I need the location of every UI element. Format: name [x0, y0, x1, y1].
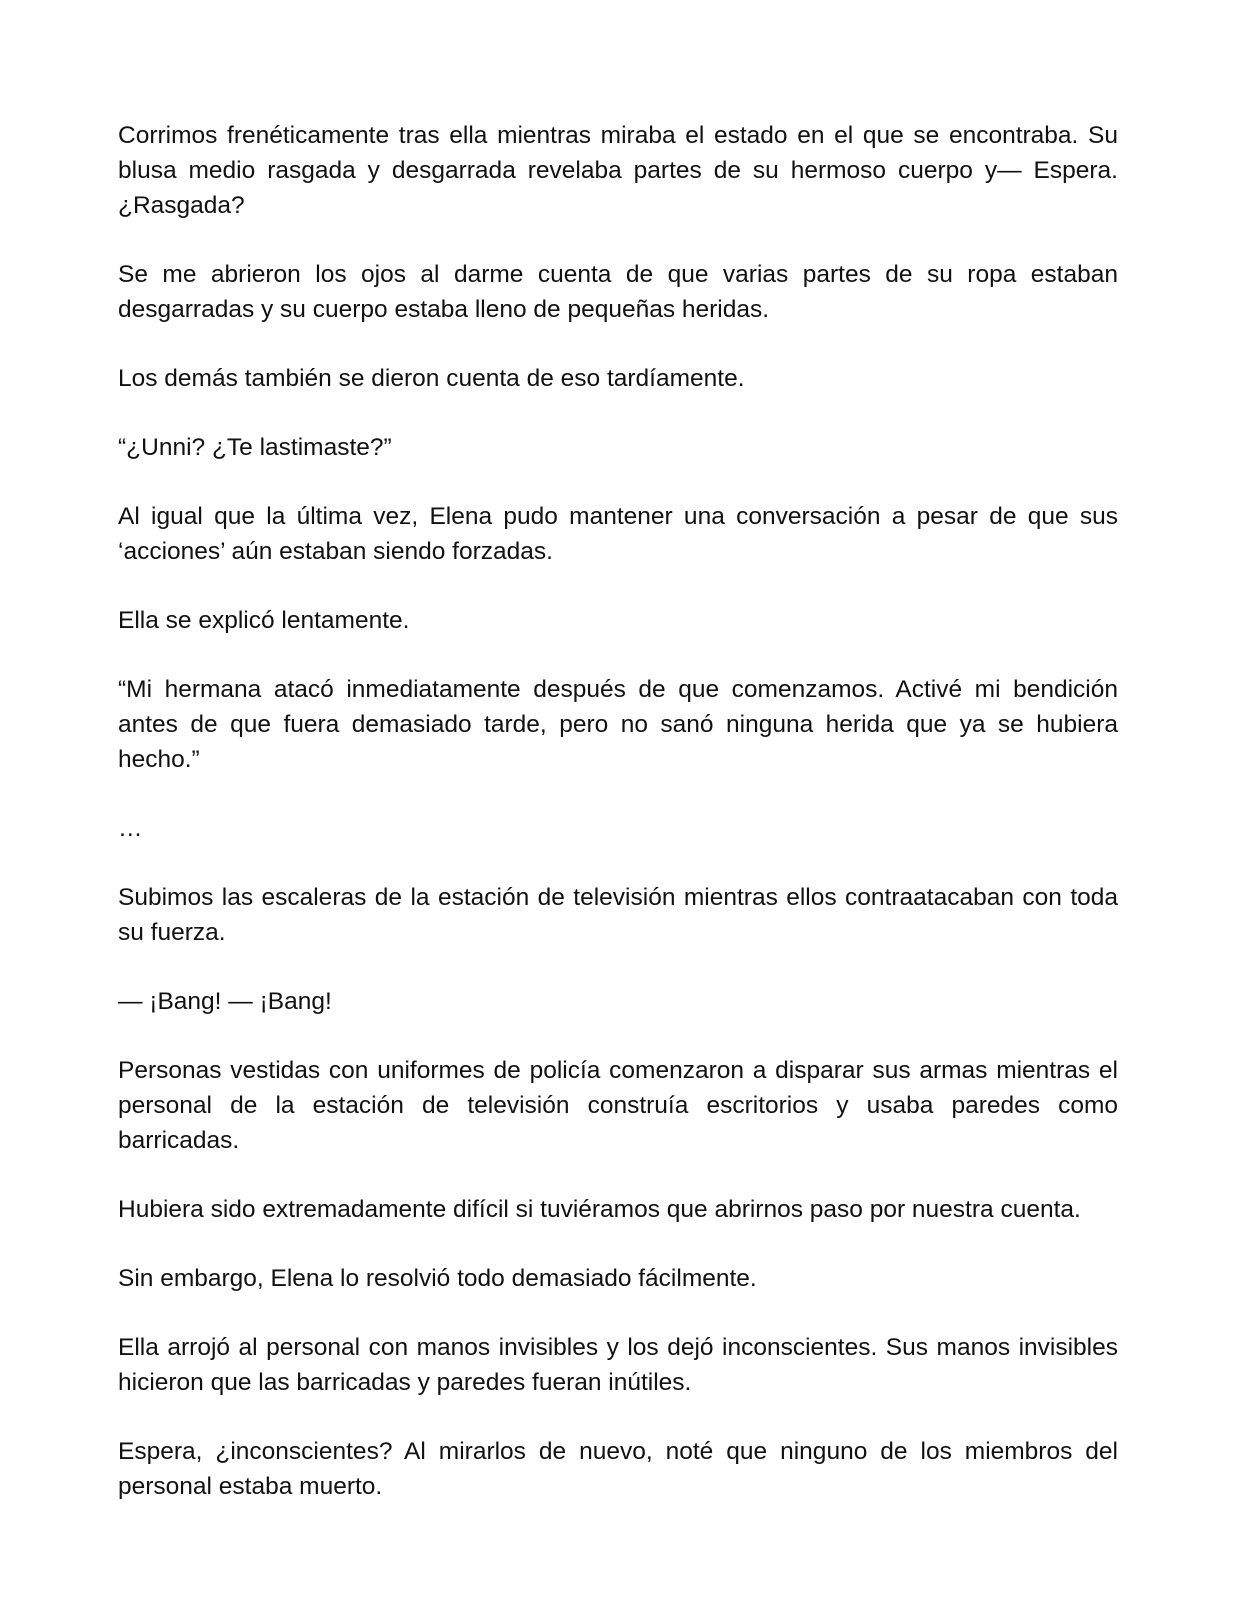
paragraph-3: Los demás también se dieron cuenta de eso tardíamente. [118, 365, 745, 392]
paragraph-8: Subimos las escaleras de la estación de televisión mientras ellos contraatacaban con toda su fuerza. [118, 884, 1118, 946]
paragraph-7: “Mi hermana atacó inmediatamente después de que comenzamos. Activé mi bendición antes de que fuera demasiado tarde, pero no sanó ninguna herida que ya se hubiera hecho.” [118, 676, 1118, 773]
paragraph-6: Ella se explicó lentamente. [118, 607, 410, 634]
paragraph-9: — ¡Bang! — ¡Bang! [118, 988, 332, 1015]
paragraph-14: Espera, ¿inconscientes? Al mirarlos de nuevo, noté que ninguno de los miembros del personal estaba muerto. [118, 1438, 1118, 1500]
paragraph-4: “¿Unni? ¿Te lastimaste?” [118, 434, 392, 461]
paragraph-10: Personas vestidas con uniformes de policía comenzaron a disparar sus armas mientras el personal de la estación de televisión construía escritorios y usaba paredes como barricadas. [118, 1057, 1118, 1154]
paragraph-11: Hubiera sido extremadamente difícil si tuviéramos que abrirnos paso por nuestra cuenta. [118, 1196, 1081, 1223]
paragraph-12: Sin embargo, Elena lo resolvió todo demasiado fácilmente. [118, 1265, 757, 1292]
ellipsis-separator: … [118, 815, 143, 842]
paragraph-2: Se me abrieron los ojos al darme cuenta de que varias partes de su ropa estaban desgarradas y su cuerpo estaba lleno de pequeñas heridas. [118, 261, 1118, 323]
paragraph-1: Corrimos frenéticamente tras ella mientras miraba el estado en el que se encontraba. Su blusa medio rasgada y desgarrada revelaba partes de su hermoso cuerpo y— Espera. ¿Rasgada? [118, 122, 1118, 219]
paragraph-5: Al igual que la última vez, Elena pudo mantener una conversación a pesar de que sus ‘acciones’ aún estaban siendo forzadas. [118, 503, 1118, 565]
paragraph-13: Ella arrojó al personal con manos invisibles y los dejó inconscientes. Sus manos invisibles hicieron que las barricadas y paredes fueran inútiles. [118, 1334, 1118, 1396]
document-page [118, 118, 1118, 1538]
